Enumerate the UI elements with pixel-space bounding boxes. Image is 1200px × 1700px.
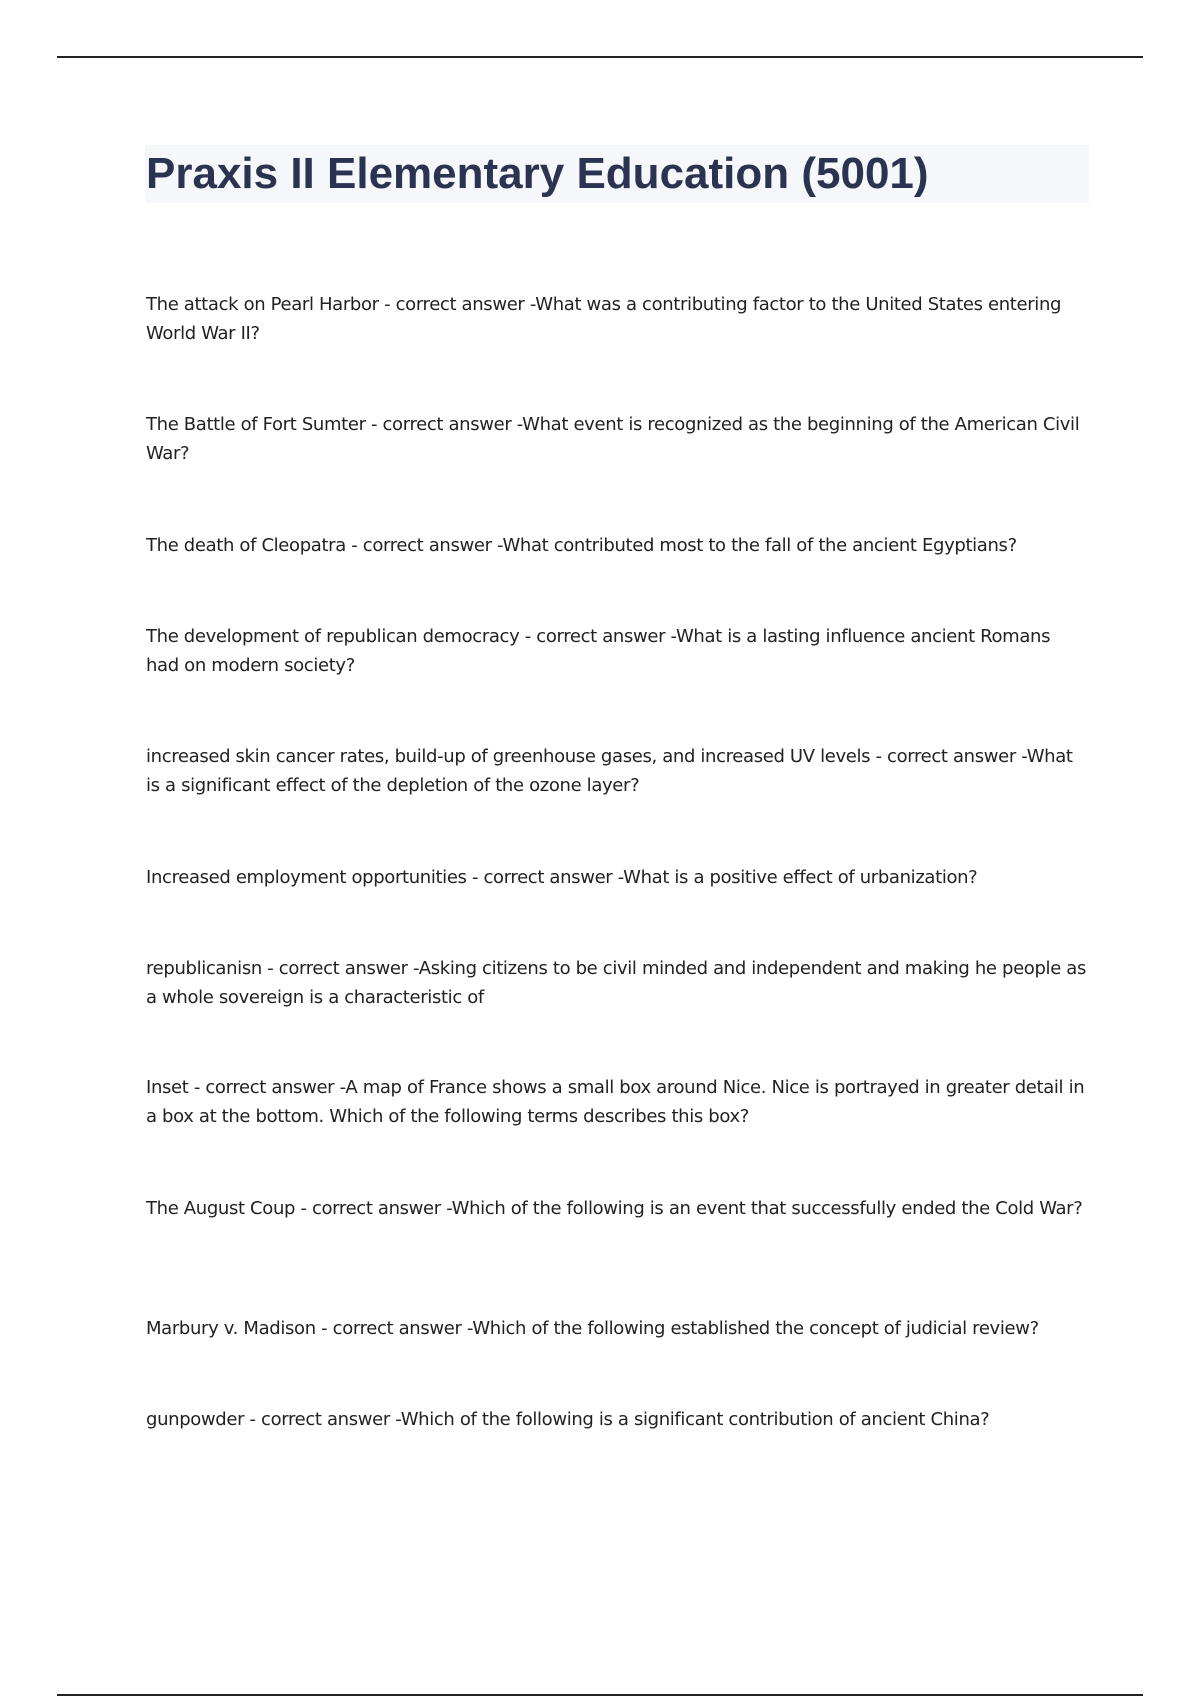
qa-separator: - correct answer - [378, 294, 536, 315]
page-title: Praxis II Elementary Education (5001) [146, 149, 929, 198]
qa-question: What contributed most to the fall of the ancient Egyptians? [502, 535, 1017, 556]
qa-item [146, 622, 1086, 680]
qa-separator: - correct answer - [188, 1077, 346, 1098]
qa-question: Which of the following established the concept of judicial review? [472, 1318, 1039, 1339]
qa-answer: increased skin cancer rates, build-up of greenhouse gases, and increased UV levels [146, 746, 871, 767]
qa-question: What is a lasting influence ancient Romans had on modern society? [146, 626, 1051, 676]
qa-separator: - correct answer - [519, 626, 676, 647]
qa-item [146, 1405, 1086, 1434]
qa-separator: - correct answer - [295, 1198, 452, 1219]
qa-answer: The August Coup [146, 1198, 296, 1219]
top-rule [57, 56, 1143, 58]
qa-question: What event is recognized as the beginning of the American Civil War? [146, 414, 1080, 464]
qa-question: Which of the following is a significant contribution of ancient China? [400, 1409, 990, 1430]
qa-item [146, 954, 1086, 1012]
bottom-rule [57, 1694, 1143, 1696]
qa-question: What is a positive effect of urbanization? [623, 867, 978, 888]
qa-answer: Inset [146, 1077, 189, 1098]
qa-answer: The Battle of Fort Sumter [146, 414, 366, 435]
qa-separator: - correct answer - [244, 1409, 401, 1430]
qa-question: What is a significant effect of the depletion of the ozone layer? [146, 746, 1073, 796]
qa-answer: Increased employment opportunities [146, 867, 467, 888]
qa-item [146, 742, 1086, 800]
qa-answer: Marbury v. Madison [146, 1318, 316, 1339]
qa-item [146, 863, 1086, 892]
qa-item [146, 1073, 1086, 1131]
qa-item [146, 1314, 1086, 1343]
qa-answer: The death of Cleopatra [146, 535, 346, 556]
qa-question: A map of France shows a small box around Nice. Nice is portrayed in greater detail in a box at the bottom. Which of the following terms describes this box? [146, 1077, 1085, 1127]
qa-separator: - correct answer - [315, 1318, 473, 1339]
qa-answer: gunpowder [146, 1409, 245, 1430]
qa-answer: The development of republican democracy [146, 626, 520, 647]
qa-question: What was a contributing factor to the United States entering World War II? [146, 294, 1062, 344]
qa-item [146, 1194, 1086, 1223]
qa-separator: - correct answer - [870, 746, 1027, 767]
qa-separator: - correct answer - [365, 414, 523, 435]
qa-answer: republicanisn [146, 958, 262, 979]
qa-item [146, 410, 1086, 468]
qa-question: Asking citizens to be civil minded and independent and making he people as a whole sovereign is a characteristic of [146, 958, 1087, 1008]
qa-separator: - correct answer - [345, 535, 503, 556]
qa-answer: The attack on Pearl Harbor [146, 294, 379, 315]
qa-item [146, 290, 1086, 348]
qa-item [146, 531, 1086, 560]
qa-question: Which of the following is an event that successfully ended the Cold War? [451, 1198, 1083, 1219]
qa-separator: - correct answer - [261, 958, 419, 979]
qa-separator: - correct answer - [466, 867, 624, 888]
